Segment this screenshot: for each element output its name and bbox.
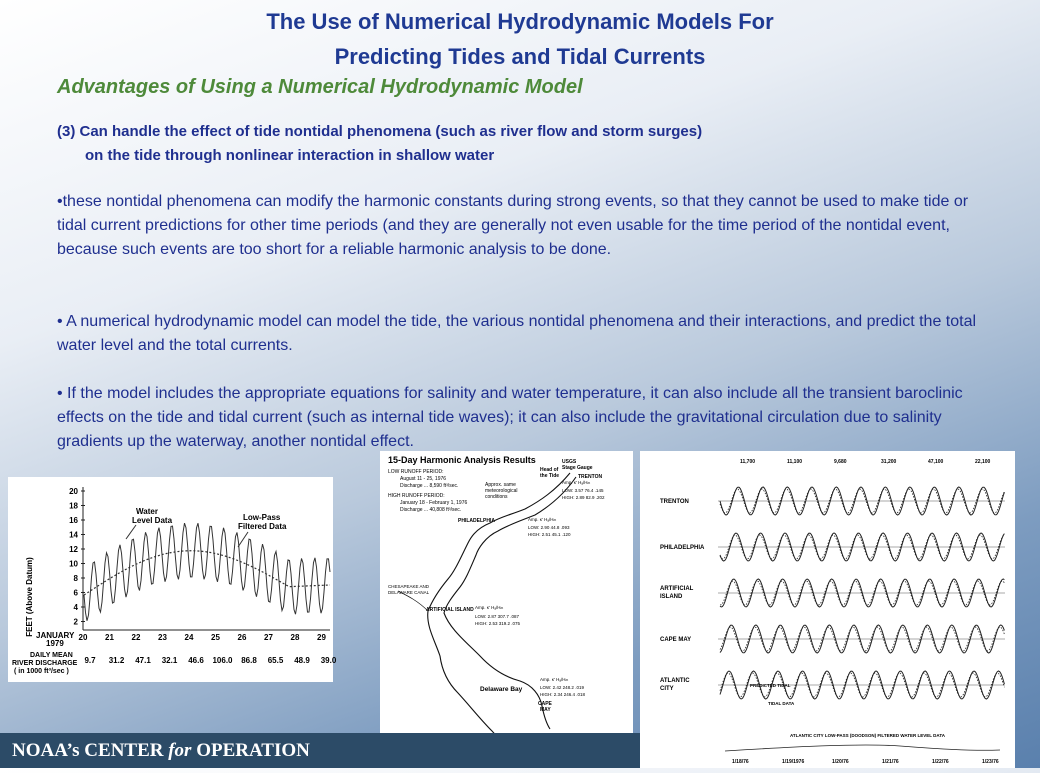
high-runoff-dates: January 18 - February 1, 1976 (400, 500, 468, 506)
head-of-tide-2: the Tide (540, 473, 560, 479)
day-label: 27 (264, 633, 273, 642)
head-of-tide: Head of (540, 467, 559, 473)
day-label: 22 (131, 633, 141, 642)
low-runoff-discharge: Discharge ... 8,590 ft³/sec. (400, 483, 459, 489)
high-runoff-discharge: Discharge ... 40,808 ft³/sec. (400, 507, 462, 513)
table-header-3: Amp. κ' Hₐ/Hₘ (475, 605, 504, 610)
discharge-value: 48.9 (294, 656, 310, 665)
day-label: 29 (317, 633, 326, 642)
slide-subtitle: Advantages of Using a Numerical Hydrodynamic Model (57, 76, 583, 98)
y-tick-label: 6 (73, 588, 78, 598)
water-level-line (84, 523, 330, 621)
trenton-high: HIGH: 2.89 82.9 .202 (562, 495, 605, 500)
station-label: PHILADELPHIA (660, 545, 705, 551)
station-label: CITY (660, 686, 674, 692)
header-value: 22,100 (975, 459, 991, 465)
bullet-nontidal-phenomena: •these nontidal phenomena can modify the harmonic constants during strong events, so that they cannot be used to make tide or tidal current predictions for other time periods (and they are generally not even usable for the time period of the nontidal event, because such events are too short for a reliable harmonic analysis to be done. (57, 193, 969, 258)
station-row (660, 579, 1005, 607)
high-runoff-label: HIGH RUNOFF PERIOD: (388, 493, 445, 499)
footer-bar (0, 733, 640, 768)
discharge-value: 47.1 (135, 656, 151, 665)
approx-note: Approx. same (485, 482, 516, 488)
bottom-caption: ATLANTIC CITY LOW-PASS (DOODSON) FILTERED WATER LEVEL DATA (790, 733, 945, 738)
station-label: TRENTON (660, 499, 689, 505)
y-axis-label: FEET (Above Datum) (25, 557, 34, 637)
discharge-label-2: RIVER DISCHARGE (12, 660, 78, 667)
annotation-arrow-2 (238, 532, 248, 547)
low-runoff-label: LOW RUNOFF PERIOD: (388, 469, 444, 475)
water-level-annotation-2: Level Data (132, 516, 173, 525)
water-level-chart (8, 477, 337, 682)
header-value: 9,680 (834, 459, 847, 465)
table-header-1: Amp. κ' Hₐ/Hₘ (562, 480, 591, 485)
artificial-low: LOW: 2.87 307.7 .087 (475, 614, 519, 619)
station-row (660, 671, 1005, 699)
y-tick-label: 16 (69, 516, 78, 525)
y-tick-label: 10 (69, 559, 78, 569)
y-tick-label: 8 (73, 574, 78, 583)
discharge-value: 46.6 (188, 656, 204, 665)
discharge-value: 106.0 (212, 656, 233, 665)
approx-note-2: meteorological (485, 488, 518, 494)
filtered-line (725, 745, 1000, 751)
header-values (740, 459, 991, 465)
station-label: ISLAND (660, 594, 683, 600)
month-label: JANUARY (36, 631, 75, 640)
station-series (660, 487, 1005, 699)
point-3-line2: on the tide through nonlinear interaction in shallow water (85, 147, 495, 164)
date-label: 1/19/1976 (782, 759, 805, 765)
discharge-value: 86.8 (241, 656, 257, 665)
philadelphia-high: HIGH: 2.51 45.1 .120 (528, 532, 571, 537)
low-pass-annotation-2: Filtered Data (238, 522, 287, 531)
date-label: 1/18/76 (732, 759, 749, 765)
capemay-low: LOW: 2.42 248.2 .019 (540, 685, 584, 690)
station-row (660, 533, 1005, 561)
cape-may-label-2: MAY (540, 707, 551, 713)
philadelphia-low: LOW: 2.90 44.8 .093 (528, 525, 570, 530)
day-label: 24 (184, 633, 194, 642)
discharge-label-3: ( in 1000 ft³/sec ) (14, 668, 69, 675)
cape-may-label: CAPE (538, 701, 552, 707)
discharge-value: 9.7 (84, 656, 96, 665)
delaware-map (380, 451, 633, 768)
date-label: 1/20/76 (832, 759, 849, 765)
day-label: 21 (105, 633, 114, 642)
point-3 (57, 120, 702, 168)
station-label: ATLANTIC (660, 678, 690, 684)
day-label: 28 (290, 633, 300, 642)
usgs-label: USGS (562, 459, 577, 465)
stations-chart (640, 451, 1015, 768)
bullet-salinity-temperature: • If the model includes the appropriate equations for salinity and water temperature, it can also include all the transient baroclinic effects on the tide and tidal current (such as internal tide waves); it can also include the gravitational circulation due to salinity gradients up the waterway, another nontidal effect. (57, 385, 963, 450)
y-tick-label: 12 (69, 545, 78, 554)
legend-tidal-data: TIDAL DATA (768, 701, 795, 706)
trenton-low: LOW: 3.57 76.4 .145 (562, 488, 604, 493)
date-label: 1/23/76 (982, 759, 999, 765)
y-tick-label: 20 (69, 487, 78, 496)
table-header-2: Amp. κ' Hₐ/Hₘ (528, 517, 557, 522)
station-row (660, 487, 1005, 515)
artificial-high: HIGH: 2.53 319.2 .075 (475, 621, 521, 626)
trenton-label: TRENTON (578, 474, 603, 480)
footer-italic: for (168, 740, 192, 761)
y-tick-label: 2 (73, 617, 78, 627)
station-row (660, 625, 1005, 653)
day-label: 20 (78, 633, 88, 642)
capemay-high: HIGH: 2.34 246.4 .018 (540, 692, 586, 697)
header-value: 31,200 (881, 459, 897, 465)
philadelphia-label: PHILADELPHIA (458, 518, 495, 524)
bullet-numerical-model: • A numerical hydrodynamic model can model the tide, the various nontidal phenomena and their interactions, and predict the total water level and the total currents. (57, 313, 977, 354)
footer-part2: OPERATION (191, 740, 310, 761)
harmonic-map-figure (380, 451, 633, 768)
stations-figure (640, 451, 1015, 768)
canal-label: CHESAPEAKE AND (388, 584, 430, 589)
discharge-value: 65.5 (267, 656, 284, 665)
artificial-island-label: ARTIFICIAL ISLAND (426, 607, 474, 613)
water-level-annotation: Water (136, 507, 158, 516)
table-header-4: Amp. κ' Hₐ/Hₘ (540, 677, 569, 682)
footer-text (12, 740, 310, 762)
discharge-value: 39.0 (320, 656, 337, 665)
y-tick-label: 4 (73, 603, 78, 612)
legend-predicted: PREDICTED TIDAL (750, 683, 791, 688)
date-labels (732, 759, 999, 765)
year-label: 1979 (46, 639, 64, 648)
approx-note-3: conditions (485, 494, 508, 500)
date-label: 1/21/76 (882, 759, 899, 765)
annotation-arrow (126, 525, 136, 539)
low-runoff-dates: August 11 - 25, 1976 (400, 476, 447, 482)
discharge-value: 31.2 (108, 656, 125, 665)
discharge-value: 32.1 (161, 656, 178, 665)
slide-title-line2: Predicting Tides and Tidal Currents (334, 44, 706, 69)
station-label: ARTIFICIAL (660, 586, 694, 592)
discharge-values (84, 656, 336, 665)
day-label: 23 (158, 633, 167, 642)
station-label: CAPE MAY (660, 637, 692, 643)
header-value: 11,700 (740, 459, 756, 465)
point-3-line1: (3) Can handle the effect of tide nontidal phenomena (such as river flow and storm surges) (57, 123, 703, 140)
usgs-label-2: Stage Gauge (562, 465, 593, 471)
y-tick-label: 18 (69, 501, 78, 511)
date-label: 1/22/76 (932, 759, 949, 765)
water-level-figure (8, 477, 337, 682)
slide-title-line1: The Use of Numerical Hydrodynamic Models For (266, 9, 774, 34)
map-title: 15-Day Harmonic Analysis Results (388, 455, 536, 465)
y-tick-label: 14 (69, 530, 78, 540)
footer-part1: NOAA’s CENTER (12, 740, 169, 761)
day-label: 25 (211, 633, 220, 642)
discharge-label: DAILY MEAN (30, 652, 73, 659)
header-value: 11,100 (787, 459, 803, 465)
low-pass-annotation: Low-Pass (243, 513, 281, 522)
day-label: 26 (237, 633, 247, 642)
canal-label-2: DELAWARE CANAL (388, 590, 430, 595)
delaware-bay-label: Delaware Bay (480, 686, 523, 693)
header-value: 47,100 (928, 459, 944, 465)
day-labels (79, 633, 327, 642)
